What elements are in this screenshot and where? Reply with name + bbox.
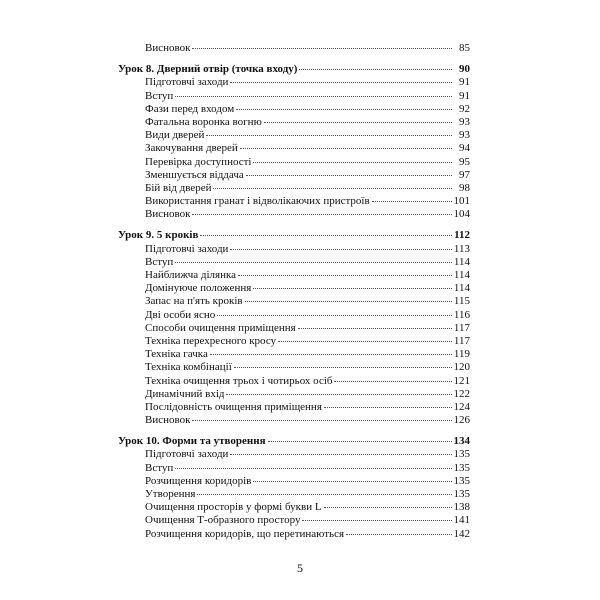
toc-entry-title: Зменшується віддача [145,168,244,181]
toc-entry-title: Висновок [145,208,191,221]
toc-entry-title: Техніка очищення трьох і чотирьох осіб [145,374,333,387]
toc-entry-page: 120 [453,361,470,374]
toc-entry-title: Техніка перехресного кросу [145,334,277,347]
dot-leader [226,394,451,395]
toc-lesson-heading [118,229,470,242]
toc-entry-page: 92 [459,102,470,115]
toc-entry-page: 104 [453,208,470,221]
toc-entry-title: Очищення просторів у формі букви L [145,501,322,514]
toc-entry-page: 101 [453,195,470,208]
toc-entry-title: Динамічний вхід [145,387,225,400]
toc-entry-title: Домінуюче положення [145,282,252,295]
toc-entry-title: Фази перед входом [145,102,235,115]
dot-leader [245,301,452,302]
toc-entry [118,348,470,361]
toc-entry-title: Перевірка доступності [145,155,252,168]
dot-leader [240,148,452,149]
dot-leader [278,341,452,342]
dot-leader [200,235,452,236]
toc-entry-title: Вступ [145,89,174,102]
toc-entry-title: Запас на п'ять кроків [145,295,243,308]
toc-entry [118,256,470,269]
toc-entry-page: 135 [453,474,470,487]
toc-entry-title: Утворення [145,488,196,500]
toc-entry [118,142,470,155]
toc-entry-page: 98 [459,181,470,194]
toc-entry-page: 93 [459,129,470,142]
toc-entry-page: 135 [453,488,470,500]
dot-leader [264,122,452,123]
dot-leader [217,315,452,316]
toc-entry [118,129,470,142]
toc-entry [118,335,470,348]
dot-leader [236,109,452,110]
dot-leader [268,441,452,442]
toc-entry [118,116,470,129]
toc-entry-title: Вступ [145,461,174,474]
toc-entry-page: 115 [453,295,470,308]
toc-lesson-title: Урок 9. 5 кроків [118,229,199,242]
toc-entry-title: Вступ [145,255,174,268]
toc-entry [118,388,470,401]
toc-entry-title: Використання гранат і відволікаючих пристроїв [145,195,370,208]
toc-entry-page: 85 [459,42,470,54]
toc-entry [118,182,470,195]
toc-entry [118,169,470,182]
toc-lesson-page: 112 [454,229,470,242]
dot-leader [302,520,451,521]
toc-section-lesson-8 [118,63,470,221]
dot-leader [192,214,451,215]
toc-entry-page: 93 [459,115,470,128]
toc-entry-page: 117 [453,321,470,334]
toc-entry-title: Види дверей [145,129,205,142]
toc-entry-title: Закочування дверей [145,142,238,155]
toc-entry-page: 122 [453,387,470,400]
toc-entry-page: 138 [453,501,470,514]
toc-entry [118,475,470,488]
toc-entry [118,76,470,89]
dot-leader [230,454,451,455]
toc-entry-page: 116 [453,308,470,321]
toc-entry-page: 114 [453,255,470,268]
dot-leader [197,494,451,495]
toc-entry [118,90,470,103]
toc-lesson-heading [118,63,470,76]
dot-leader [206,135,452,136]
dot-leader [192,420,451,421]
toc-entry-title: Підготовчі заходи [145,76,229,89]
dot-leader [230,82,452,83]
toc-entry [118,501,470,514]
toc-entry [118,243,470,256]
dot-leader [298,328,452,329]
dot-leader [253,288,452,289]
toc-entry-page: 91 [459,89,470,102]
toc-entry [118,269,470,282]
toc-entry-page: 113 [453,242,470,255]
toc-entry [118,208,470,221]
toc-lesson-heading [118,435,470,448]
table-of-contents [118,42,470,541]
toc-entry [118,322,470,335]
toc-entry-title: Підготовчі заходи [145,242,229,255]
dot-leader [372,201,452,202]
toc-entry-title: Способи очищення приміщення [145,321,296,334]
toc-entry-title: Розчищення коридорів, що перетинаються [145,527,345,540]
toc-entry-title: Техніка комбінації [145,361,232,374]
toc-entry-page: 94 [459,142,470,155]
toc-section-lesson-9 [118,229,470,427]
toc-entry-page: 95 [459,155,470,168]
dot-leader [324,507,452,508]
page-number: 5 [297,561,303,575]
toc-entry-title: Дві особи ясно [145,308,216,321]
toc-entry-title: Найближча ділянка [145,269,237,281]
dot-leader [230,249,451,250]
toc-entry [118,414,470,427]
dot-leader [346,534,451,535]
toc-entry [118,514,470,527]
toc-lesson-page: 134 [453,435,470,448]
dot-leader [324,407,452,408]
toc-entry-page: 142 [453,527,470,540]
toc-entry-page: 117 [453,334,470,347]
toc-top-section [118,42,470,55]
toc-entry-title: Підготовчі заходи [145,448,229,461]
toc-entry-page: 114 [453,282,470,295]
dot-leader [253,481,451,482]
dot-leader [234,367,452,368]
dot-leader [192,48,452,49]
toc-entry [118,103,470,116]
toc-entry-title: Послідовність очищення приміщення [145,400,322,413]
dot-leader [175,262,452,263]
toc-entry-page: 124 [453,400,470,413]
toc-entry [118,156,470,169]
toc-entry [118,282,470,295]
toc-entry-title: Розчищення коридорів [145,474,252,487]
toc-entry-title: Бій від дверей [145,181,212,194]
toc-entry-title: Фатальна воронка вогню [145,115,262,128]
toc-entry [118,309,470,322]
toc-entry [118,42,470,55]
toc-entry [118,462,470,475]
toc-entry [118,295,470,308]
toc-entry-page: 91 [459,76,470,89]
toc-entry-page: 121 [453,374,470,387]
toc-entry-page: 141 [453,514,470,527]
toc-section-lesson-10 [118,435,470,541]
dot-leader [246,175,452,176]
toc-entry [118,488,470,501]
toc-entry-title: Висновок [145,42,191,54]
toc-entry-title: Техніка гачка [145,348,208,361]
toc-entry [118,448,470,461]
dot-leader [175,96,452,97]
dot-leader [334,381,451,382]
toc-entry [118,528,470,541]
toc-lesson-page: 90 [459,63,470,76]
toc-entry-page: 114 [453,269,470,281]
toc-lesson-title: Урок 10. Форми та утворення [118,435,266,448]
dot-leader [213,188,452,189]
toc-entry [118,195,470,208]
dot-leader [238,275,452,276]
toc-entry-title: Очищення Т-образного простору [145,514,301,527]
toc-entry [118,375,470,388]
toc-entry-page: 135 [453,448,470,461]
toc-entry-title: Висновок [145,414,191,427]
toc-entry [118,361,470,374]
toc-entry-page: 126 [453,414,470,427]
toc-lesson-title: Урок 8. Дверний отвір (точка входу) [118,63,298,76]
dot-leader [175,468,451,469]
toc-entry-page: 97 [459,168,470,181]
toc-entry-page: 119 [453,348,470,361]
toc-entry [118,401,470,414]
toc-entry-page: 135 [453,461,470,474]
dot-leader [253,162,452,163]
dot-leader [210,354,452,355]
dot-leader [299,69,452,70]
